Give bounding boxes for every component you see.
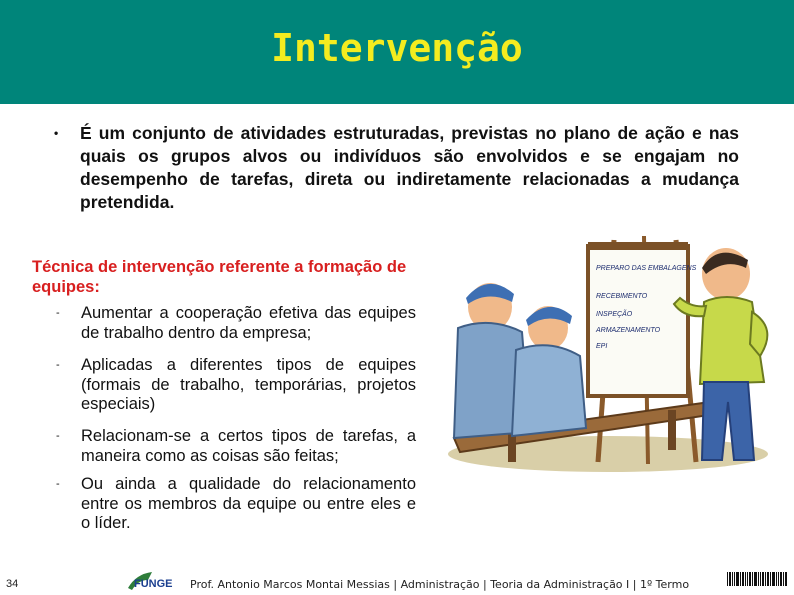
list-item-text: Aplicadas a diferentes tipos de equipes (formais de trabalho, temporárias, projetos especiais): [81, 356, 416, 413]
flipchart-line: EPI: [596, 343, 608, 350]
list-item: [56, 356, 416, 415]
list-item-text: Relacionam-se a certos tipos de tarefas, a maneira como as coisas são feitas;: [81, 427, 416, 465]
slide-title: Intervenção: [271, 26, 523, 70]
flipchart-line: RECEBIMENTO: [596, 293, 648, 300]
bullet-marker: •: [54, 126, 59, 140]
team-meeting-illustration: [448, 232, 788, 472]
list-marker: -: [56, 307, 60, 319]
footer-credit: Prof. Antonio Marcos Montai Messias | Administração | Teoria da Administração I | 1º Termo: [190, 578, 690, 591]
list-item-text: Aumentar a cooperação efetiva das equipes de trabalho dentro da empresa;: [81, 304, 416, 342]
list-marker: -: [56, 478, 60, 490]
page-number: 34: [6, 578, 19, 590]
list-item: [56, 304, 416, 343]
funge-logo: [126, 570, 182, 592]
flipchart-line: ARMAZENAMENTO: [596, 327, 661, 334]
list-item: [56, 475, 416, 534]
barcode-image: [725, 570, 789, 590]
flipchart-line: INSPEÇÃO: [596, 311, 633, 318]
logo-text: FUNGE: [134, 578, 173, 590]
intro-paragraph: [54, 122, 739, 214]
section-subheading: Técnica de intervenção referente a formação de equipes:: [32, 258, 407, 296]
list-marker: -: [56, 359, 60, 371]
list-item: [56, 427, 416, 466]
flipchart-line: PREPARO DAS EMBALAGENS: [596, 265, 697, 272]
list-item-text: Ou ainda a qualidade do relacionamento entre os membros da equipe ou entre eles e o líder.: [81, 475, 416, 532]
list-marker: -: [56, 430, 60, 442]
intro-text: É um conjunto de atividades estruturadas, previstas no plano de ação e nas quais os grupos alvos ou indivíduos são envolvidos e se engajam no desempenho de tarefas, direta ou indiretamente relacionadas a mudança pretendida.: [80, 123, 739, 212]
